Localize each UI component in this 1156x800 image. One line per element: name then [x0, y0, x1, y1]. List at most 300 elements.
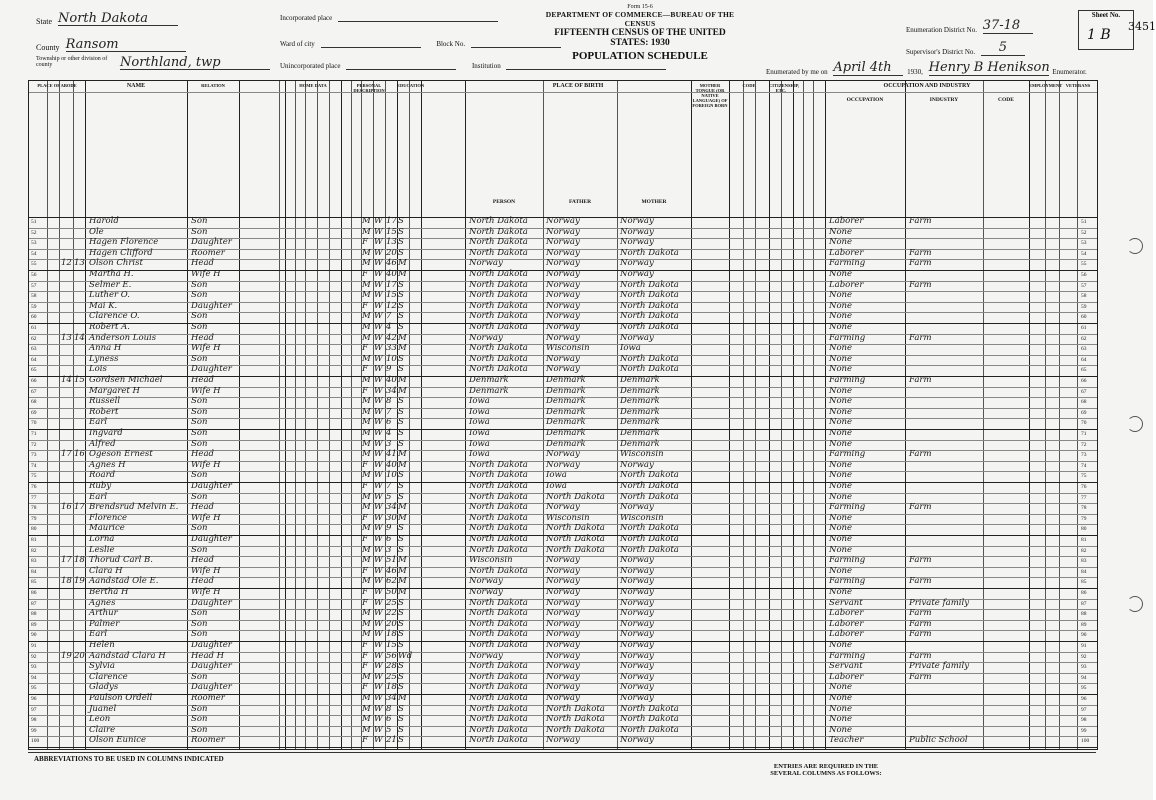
line-number: 89 [31, 621, 37, 628]
marital-status: S [398, 300, 404, 311]
unincorporated-line [346, 69, 456, 70]
birthplace-father: Norway [546, 226, 580, 237]
occupation: None [829, 269, 853, 279]
occupation: Teacher [829, 735, 864, 746]
line-number-right: 74 [1081, 462, 1087, 469]
race: W [374, 459, 383, 470]
occupation: None [829, 534, 853, 544]
sex: M [362, 608, 371, 619]
column-group-heading: CODE [742, 83, 756, 88]
occupation: None [829, 290, 853, 301]
person-name: Margaret H [89, 385, 140, 396]
person-name: Bertha H [89, 587, 129, 597]
industry: Farm [909, 671, 932, 682]
race: W [374, 714, 383, 725]
marital-status: S [398, 618, 404, 629]
race: W [374, 438, 383, 449]
block-label: Block No. [436, 40, 466, 48]
family-number: 19 [74, 576, 85, 587]
race: W [374, 470, 383, 481]
occupation: Farming [829, 576, 866, 587]
relation: Daughter [191, 534, 232, 544]
marital-status: M [398, 343, 407, 354]
sex: M [362, 406, 371, 417]
line-number-right: 58 [1081, 293, 1087, 300]
birthplace-mother: Wisconsin [620, 449, 664, 460]
birthplace-mother: North Dakota [620, 300, 679, 311]
line-number-right: 70 [1081, 420, 1087, 427]
birthplace-father: North Dakota [546, 703, 605, 714]
occupation: Farming [829, 258, 866, 269]
line-number-right: 56 [1081, 272, 1087, 278]
column-group-heading: PLACE OF BIRTH [552, 83, 604, 89]
sex: M [362, 703, 371, 714]
occupation: Farming [829, 502, 866, 513]
birthplace-mother: North Dakota [620, 534, 679, 544]
age: 7 [386, 481, 392, 491]
occupation-subheading: INDUSTRY [929, 97, 959, 103]
family-number: 15 [74, 375, 85, 385]
race: W [374, 449, 383, 460]
birthplace-father: Norway [546, 258, 580, 269]
family-number: 17 [74, 502, 85, 513]
industry: Private family [909, 661, 970, 672]
race: W [374, 682, 383, 693]
person-name: Earl [89, 629, 108, 640]
sex: F [362, 364, 368, 375]
marital-status: M [398, 587, 407, 597]
line-number-right: 67 [1081, 388, 1087, 395]
age: 34 [386, 502, 397, 513]
birthplace-father: Denmark [546, 375, 586, 385]
line-number: 56 [31, 272, 37, 278]
birthplace-father: Norway [546, 300, 580, 311]
birthplace-father: Norway [546, 671, 580, 682]
birthplace-person: Norway [469, 576, 503, 587]
birthplace-mother: Norway [620, 269, 654, 279]
birthplace-father: Iowa [546, 470, 567, 481]
birthplace-mother: North Dakota [620, 290, 679, 301]
line-number: 71 [31, 431, 37, 437]
age: 7 [386, 406, 392, 417]
race: W [374, 226, 383, 237]
line-number: 76 [31, 484, 37, 490]
line-number: 58 [31, 293, 37, 300]
birthplace-person: North Dakota [469, 629, 528, 640]
relation: Son [191, 311, 208, 322]
birthplace-mother: North Dakota [620, 470, 679, 481]
sex: M [362, 258, 371, 269]
race: W [374, 544, 383, 555]
marital-status: M [398, 693, 407, 703]
population-table [28, 80, 1098, 750]
birthplace-father: Denmark [546, 438, 586, 449]
relation: Son [191, 353, 208, 364]
person-name: Agnes H [89, 459, 126, 470]
birthplace-father: Norway [546, 555, 580, 566]
person-name: Hagen Clifford [89, 247, 153, 258]
sex: M [362, 332, 371, 343]
marital-status: S [398, 311, 404, 322]
marital-status: M [398, 512, 407, 523]
person-name: Robert [89, 406, 119, 417]
line-number: 87 [31, 600, 37, 607]
unincorporated-label: Unincorporated place [280, 62, 341, 70]
binder-hole [1127, 238, 1143, 254]
person-name: Olson Christ [89, 258, 143, 269]
birthplace-mother: Denmark [620, 417, 660, 428]
race: W [374, 290, 383, 301]
industry: Farm [909, 375, 932, 385]
marital-status: M [398, 375, 407, 385]
enum-district-label: Enumeration District No. [906, 26, 977, 34]
occupation: Farming [829, 555, 866, 566]
age: 17 [386, 279, 397, 290]
line-number: 82 [31, 547, 37, 554]
line-number-right: 75 [1081, 473, 1087, 480]
incorporated-line [338, 21, 498, 22]
industry: Private family [909, 597, 970, 608]
person-name: Lyness [89, 353, 119, 364]
birthplace-father: Denmark [546, 406, 586, 417]
birthplace-person: North Dakota [469, 735, 528, 746]
marital-status: S [398, 279, 404, 290]
birthplace-father: Norway [546, 682, 580, 693]
birthplace-father: Denmark [546, 385, 586, 396]
occupation: None [829, 682, 853, 693]
person-name: Claire [89, 724, 116, 735]
birthplace-person: North Dakota [469, 534, 528, 544]
age: 25 [386, 671, 397, 682]
relation: Son [191, 428, 208, 438]
age: 4 [386, 322, 392, 332]
occupation: Farming [829, 650, 866, 661]
race: W [374, 650, 383, 661]
sex: M [362, 290, 371, 301]
birthplace-person: Denmark [469, 375, 509, 385]
line-number-right: 86 [1081, 590, 1087, 596]
sex: M [362, 449, 371, 460]
birthplace-person: Norway [469, 258, 503, 269]
birthplace-person: North Dakota [469, 661, 528, 672]
sex: M [362, 491, 371, 502]
line-number: 54 [31, 250, 37, 257]
marital-status: S [398, 428, 404, 438]
person-name: Anna H [89, 343, 122, 354]
age: 12 [386, 300, 397, 311]
marital-status: S [398, 417, 404, 428]
relation: Wife H [191, 459, 221, 470]
marital-status: Wd [398, 650, 413, 661]
relation: Roomer [191, 735, 225, 746]
birthplace-father: Norway [546, 576, 580, 587]
person-name: Anderson Louis [89, 332, 157, 343]
race: W [374, 576, 383, 587]
enum-district-value: 37-18 [983, 18, 1033, 34]
line-number: 85 [31, 579, 37, 586]
line-number: 90 [31, 632, 37, 639]
age: 34 [386, 385, 397, 396]
line-number: 100 [31, 738, 40, 745]
sex: F [362, 682, 368, 693]
occupation: None [829, 693, 853, 703]
relation: Son [191, 216, 208, 226]
age: 56 [386, 650, 397, 661]
birthplace-mother: Denmark [620, 438, 660, 449]
age: 42 [386, 332, 397, 343]
line-number-right: 72 [1081, 441, 1087, 448]
relation: Son [191, 279, 208, 290]
sex: M [362, 247, 371, 258]
line-number-right: 90 [1081, 632, 1087, 639]
relation: Son [191, 290, 208, 301]
sex: F [362, 735, 368, 746]
birthplace-person: Iowa [469, 396, 490, 407]
line-number-right: 66 [1081, 378, 1087, 384]
line-number-right: 91 [1081, 643, 1087, 649]
race: W [374, 481, 383, 491]
line-number: 57 [31, 282, 37, 289]
birthplace-father: Norway [546, 618, 580, 629]
race: W [374, 534, 383, 544]
birthplace-father: Wisconsin [546, 343, 590, 354]
dwelling-number: 17 [61, 555, 72, 566]
department-title: DEPARTMENT OF COMMERCE—BUREAU OF THE CENSUS [545, 10, 735, 28]
relation: Daughter [191, 481, 232, 491]
marital-status: S [398, 735, 404, 746]
industry: Farm [909, 247, 932, 258]
sheet-value: 1 B [1087, 27, 1111, 43]
birthplace-father: Norway [546, 608, 580, 619]
sex: M [362, 470, 371, 481]
birthplace-person: North Dakota [469, 343, 528, 354]
age: 50 [386, 587, 397, 597]
birthplace-person: North Dakota [469, 491, 528, 502]
relation: Son [191, 491, 208, 502]
line-number-right: 83 [1081, 558, 1087, 565]
age: 20 [386, 247, 397, 258]
birthplace-person: North Dakota [469, 269, 528, 279]
relation: Wife H [191, 512, 221, 523]
birthplace-person: North Dakota [469, 693, 528, 703]
line-number: 64 [31, 356, 37, 363]
enumerator-name: Henry B Henikson [928, 60, 1050, 75]
birthplace-subheading: MOTHER [641, 199, 667, 205]
age: 6 [386, 714, 392, 725]
birthplace-person: North Dakota [469, 597, 528, 608]
sex: M [362, 353, 371, 364]
column-group-heading: VETERANS [1065, 83, 1091, 88]
occupation: None [829, 523, 853, 534]
column-group-heading: HOME DATA [299, 83, 327, 88]
line-number-right: 84 [1081, 568, 1087, 575]
marital-status: S [398, 629, 404, 640]
birthplace-father: Iowa [546, 481, 567, 491]
line-number: 95 [31, 685, 37, 692]
birthplace-person: North Dakota [469, 671, 528, 682]
sheet-number-box [1078, 10, 1134, 50]
race: W [374, 555, 383, 566]
occupation: None [829, 353, 853, 364]
line-number-right: 60 [1081, 314, 1087, 321]
occupation: Servant [829, 661, 863, 672]
age: 46 [386, 258, 397, 269]
line-number: 61 [31, 325, 37, 331]
line-number: 72 [31, 441, 37, 448]
person-name: Lorna [89, 534, 115, 544]
marital-status: M [398, 332, 407, 343]
census-title: FIFTEENTH CENSUS OF THE UNITED STATES: 1930 [554, 28, 726, 48]
birthplace-person: North Dakota [469, 311, 528, 322]
dwelling-number: 12 [61, 258, 72, 269]
birthplace-person: North Dakota [469, 512, 528, 523]
line-number: 66 [31, 378, 37, 384]
line-number-right: 82 [1081, 547, 1087, 554]
line-number: 68 [31, 399, 37, 406]
occupation: None [829, 237, 853, 248]
age: 9 [386, 364, 392, 375]
relation: Head [191, 576, 214, 587]
birthplace-mother: Norway [620, 735, 654, 746]
column-group-heading: CITIZENSHIP, ETC. [769, 83, 800, 93]
line-number: 83 [31, 558, 37, 565]
age: 17 [386, 216, 397, 226]
race: W [374, 693, 383, 703]
person-name: Juanel [89, 703, 117, 714]
occupation: None [829, 459, 853, 470]
industry: Farm [909, 279, 932, 290]
marital-status: S [398, 406, 404, 417]
occupation: None [829, 714, 853, 725]
line-number-right: 54 [1081, 250, 1087, 257]
occupation: None [829, 587, 853, 597]
birthplace-father: Norway [546, 629, 580, 640]
column-group-heading: PLACE OF ABODE [37, 83, 77, 88]
industry: Farm [909, 629, 932, 640]
relation: Daughter [191, 300, 232, 311]
race: W [374, 735, 383, 746]
relation: Daughter [191, 597, 232, 608]
birthplace-mother: Norway [620, 459, 654, 470]
marital-status: S [398, 364, 404, 375]
sex: F [362, 661, 368, 672]
occupation: None [829, 311, 853, 322]
line-number-right: 61 [1081, 325, 1087, 331]
person-name: Florence [89, 512, 128, 523]
line-number: 63 [31, 346, 37, 353]
relation: Wife H [191, 269, 221, 279]
occupation: None [829, 640, 853, 650]
sex: M [362, 428, 371, 438]
industry: Farm [909, 216, 932, 226]
industry: Farm [909, 576, 932, 587]
entries-heading: ENTRIES ARE REQUIRED IN THE SEVERAL COLUMNS AS FOLLOWS: [770, 763, 882, 777]
birthplace-person: Iowa [469, 449, 490, 460]
age: 34 [386, 693, 397, 703]
birthplace-person: North Dakota [469, 237, 528, 248]
marital-status: S [398, 682, 404, 693]
birthplace-mother: Norway [620, 693, 654, 703]
person-name: Martha H. [89, 269, 134, 279]
sex: M [362, 544, 371, 555]
sex: F [362, 587, 368, 597]
industry: Farm [909, 258, 932, 269]
line-number-right: 62 [1081, 335, 1087, 342]
birthplace-mother: North Dakota [620, 523, 679, 534]
marital-status: M [398, 385, 407, 396]
race: W [374, 216, 383, 226]
occupation: None [829, 322, 853, 332]
family-number: 14 [74, 332, 85, 343]
birthplace-person: North Dakota [469, 353, 528, 364]
birthplace-father: North Dakota [546, 491, 605, 502]
relation: Son [191, 417, 208, 428]
line-number-right: 98 [1081, 717, 1087, 724]
age: 8 [386, 396, 392, 407]
occupation: None [829, 343, 853, 354]
sex: F [362, 385, 368, 396]
race: W [374, 300, 383, 311]
ward-label: Ward of city [280, 40, 315, 48]
birthplace-father: Norway [546, 597, 580, 608]
race: W [374, 417, 383, 428]
age: 22 [386, 608, 397, 619]
institution-label: Institution [471, 62, 501, 70]
line-number-right: 69 [1081, 409, 1087, 416]
sex: M [362, 322, 371, 332]
birthplace-person: North Dakota [469, 470, 528, 481]
birthplace-mother: Norway [620, 661, 654, 672]
family-number: 13 [74, 258, 85, 269]
birthplace-father: Norway [546, 459, 580, 470]
line-number-right: 79 [1081, 515, 1087, 522]
supervisor-value: 5 [981, 40, 1025, 56]
sex: F [362, 459, 368, 470]
group-rule [29, 92, 1097, 93]
marital-status: S [398, 608, 404, 619]
age: 15 [386, 640, 397, 650]
person-name: Clarence [89, 671, 128, 682]
age: 30 [386, 512, 397, 523]
column-group-heading: RELATION [201, 83, 225, 88]
person-name: Helen [89, 640, 115, 650]
line-number-right: 68 [1081, 399, 1087, 406]
column-group-heading: PERSONAL DESCRIPTION [353, 83, 385, 93]
person-name: Thorud Carl B. [89, 555, 153, 566]
race: W [374, 406, 383, 417]
race: W [374, 322, 383, 332]
marital-status: S [398, 481, 404, 491]
birthplace-mother: Denmark [620, 375, 660, 385]
marital-status: M [398, 269, 407, 279]
relation: Head [191, 555, 214, 566]
marital-status: S [398, 534, 404, 544]
sex: F [362, 269, 368, 279]
relation: Wife H [191, 565, 221, 576]
race: W [374, 597, 383, 608]
relation: Son [191, 608, 208, 619]
abbreviations-heading: ABBREVIATIONS TO BE USED IN COLUMNS INDICATED [34, 755, 224, 763]
relation: Son [191, 671, 208, 682]
race: W [374, 523, 383, 534]
township-value: Northland, twp [120, 56, 270, 70]
birthplace-mother: North Dakota [620, 322, 679, 332]
column-group-heading: NAME [126, 83, 146, 89]
birthplace-mother: Norway [620, 671, 654, 682]
sex: F [362, 565, 368, 576]
birthplace-mother: Norway [620, 576, 654, 587]
person-name: Russell [89, 396, 121, 407]
